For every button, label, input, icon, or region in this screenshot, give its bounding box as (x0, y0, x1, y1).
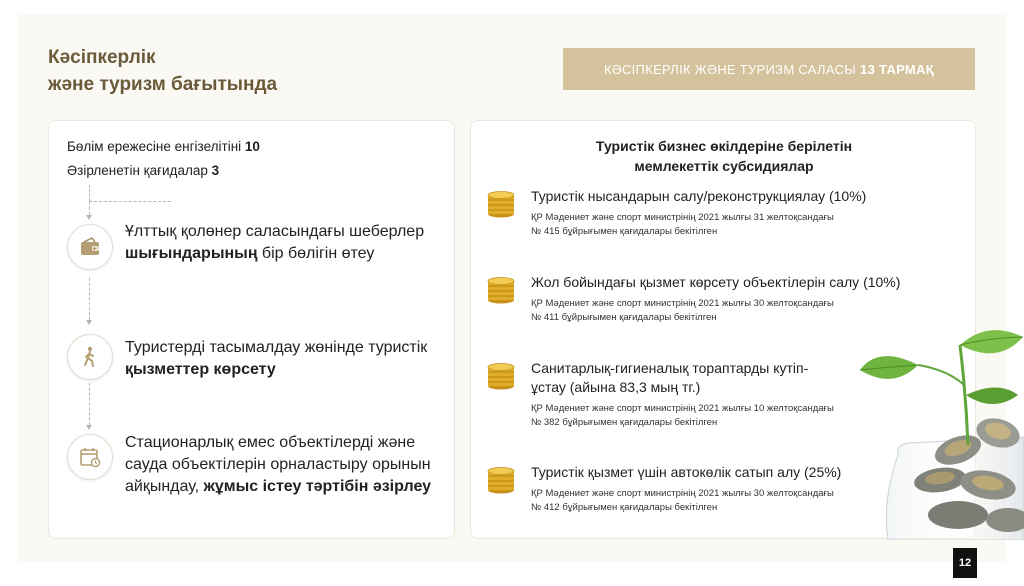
stat-label: Бөлім ережесіне енгізелітіні (67, 139, 242, 154)
step-text (125, 221, 445, 265)
walking-person-icon (67, 334, 113, 380)
subsidy-title: Санитарлық-гигиеналық тораптарды кутіп-ұстау (айына 83,3 мың тг.) (531, 360, 809, 395)
step-text-bold: шығындарының (125, 245, 258, 262)
stat-rules (67, 163, 219, 178)
coins-icon (485, 187, 517, 219)
subsidy-note-line: ҚР Мәдениет және спорт министрінің 2021 жылғы 30 желтоқсандағы (531, 298, 834, 309)
calendar-clock-icon (67, 434, 113, 480)
connector-line (89, 201, 90, 215)
subsidy-note-line: № 411 бұйрығымен қағидалары бекітілген (531, 312, 717, 323)
step-text (125, 337, 445, 381)
wallet-icon (67, 224, 113, 270)
subsidy-item (485, 273, 955, 333)
subsidy-note-line: ҚР Мәдениет және спорт министрінің 2021 жылғы 31 желтоқсандағы (531, 212, 834, 223)
stat-value: 3 (211, 163, 220, 178)
subsidy-note-line: № 415 бұйрығымен қағидалары бекітілген (531, 226, 718, 237)
connector-arrow (86, 425, 92, 430)
step-text (125, 432, 445, 498)
stat-label: Әзірленетін қағидалар (67, 163, 208, 178)
subsidy-note-line: ҚР Мәдениет және спорт министрінің 2021 жылғы 10 желтоқсандағы (531, 403, 834, 414)
regulations-card (48, 120, 455, 539)
page-number: 12 (953, 548, 977, 578)
connector-arrow (86, 215, 92, 220)
page-title-line2: және туризм бағытында (48, 74, 278, 95)
step-text-part: Стационарлық емес объектілерді және сауда объектілерін орналастыру орынын айқындау, (125, 434, 431, 495)
step-text-bold: жұмыс істеу тәртібін әзірлеу (203, 478, 432, 495)
connector-line (89, 278, 90, 320)
connector-line (89, 201, 171, 202)
page-title-line1: Кәсіпкерлік (48, 47, 156, 68)
page-title (48, 44, 277, 98)
step-text-part: Туристерді тасымалдау жөнінде туристік (125, 339, 428, 356)
subsidy-title: Жол бойындағы қызмет көрсету объектілерін салу (10%) (531, 274, 901, 290)
section-banner (563, 48, 975, 90)
coins-icon (485, 359, 517, 391)
coins-icon (485, 273, 517, 305)
subsidy-title: Туристік қызмет үшін автокөлік сатып алу (25%) (531, 464, 842, 480)
plant-coins-jar-illustration (848, 325, 1024, 540)
step-text-part: бір бөлігін өтеу (257, 245, 375, 262)
subsidy-note (531, 297, 911, 325)
subsidies-title (471, 136, 976, 176)
step-text-bold: қызметтер көрсету (125, 361, 276, 378)
connector-line (89, 185, 90, 201)
subsidies-title-line2: мемлекеттік субсидиялар (634, 158, 814, 174)
connector-line (89, 383, 90, 425)
subsidy-item (485, 187, 955, 247)
stat-amendments (67, 139, 260, 154)
banner-text: КӘСІПКЕРЛІК ЖӘНЕ ТУРИЗМ САЛАСЫ (604, 61, 857, 77)
step-text-part: Ұлттық қолөнер саласындағы шеберлер (125, 223, 425, 240)
subsidy-note-line: № 412 бұйрығымен қағидалары бекітілген (531, 502, 718, 513)
subsidy-note-line: № 382 бұйрығымен қағидалары бекітілген (531, 417, 718, 428)
subsidy-note-line: ҚР Мәдениет және спорт министрінің 2021 жылғы 30 желтоқсандағы (531, 488, 834, 499)
subsidy-title: Туристік нысандарын салу/реконструкциялау (10%) (531, 188, 867, 204)
connector-arrow (86, 320, 92, 325)
subsidies-title-line1: Туристік бизнес өкілдеріне берілетін (595, 138, 853, 154)
subsidy-note (531, 211, 911, 239)
banner-count: 13 ТАРМАҚ (860, 61, 934, 77)
stat-value: 10 (244, 139, 260, 154)
coins-icon (485, 463, 517, 495)
